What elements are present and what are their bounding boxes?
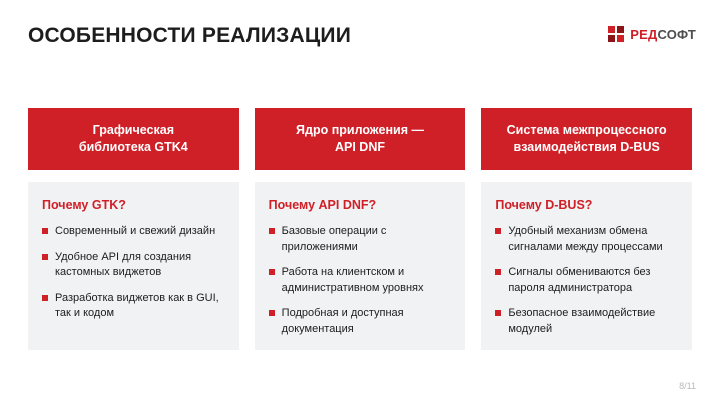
list-item: Разработка виджетов как в GUI, так и кодом (42, 291, 225, 322)
card-header-api-dnf (255, 108, 466, 170)
feature-columns (28, 108, 692, 350)
card-question-gtk4: Почему GTK? (42, 198, 126, 212)
list-item: Современный и свежий дизайн (42, 224, 225, 240)
card-question-api-dnf: Почему API DNF? (268, 198, 377, 212)
logo-mark-icon (608, 26, 625, 43)
column-gtk4 (28, 108, 239, 350)
card-header-gtk4-line2: библиотека GTK4 (78, 140, 188, 154)
card-header-gtk4-line1: Графическая (92, 123, 174, 138)
card-body-dbus (481, 182, 692, 350)
card-question-dbus: Почему D-BUS? (495, 198, 593, 212)
card-header-api-dnf-line1: Ядро приложения — (296, 123, 424, 138)
point-list-dbus (495, 224, 678, 338)
card-header-dbus-line2: взаимодействия D-BUS (513, 140, 660, 154)
logo-text-soft: СОФТ (657, 27, 696, 42)
column-dbus (481, 108, 692, 350)
list-item: Работа на клиентском и административном уровнях (269, 265, 452, 296)
card-header-dbus (481, 108, 692, 170)
list-item: Подробная и доступная документация (269, 306, 452, 337)
page-title: ОСОБЕННОСТИ РЕАЛИЗАЦИИ (28, 24, 351, 47)
card-body-api-dnf (255, 182, 466, 350)
column-api-dnf (255, 108, 466, 350)
list-item: Удобный механизм обмена сигналами между процессами (495, 224, 678, 255)
list-item: Сигналы обмениваются без пароля администратора (495, 265, 678, 296)
list-item: Базовые операции с приложениями (269, 224, 452, 255)
card-header-gtk4 (28, 108, 239, 170)
logo-text-red: РЕД (630, 27, 658, 42)
redsoft-logo (608, 26, 696, 43)
page-number: 8/11 (679, 381, 696, 391)
list-item: Удобное API для создания кастомных виджетов (42, 250, 225, 281)
card-header-dbus-line1: Система межпроцессного (506, 123, 667, 138)
list-item: Безопасное взаимодействие модулей (495, 306, 678, 337)
point-list-api-dnf (269, 224, 452, 338)
point-list-gtk4 (42, 224, 225, 322)
logo-text (630, 27, 696, 42)
card-body-gtk4 (28, 182, 239, 350)
card-header-api-dnf-line2: API DNF (335, 140, 385, 154)
